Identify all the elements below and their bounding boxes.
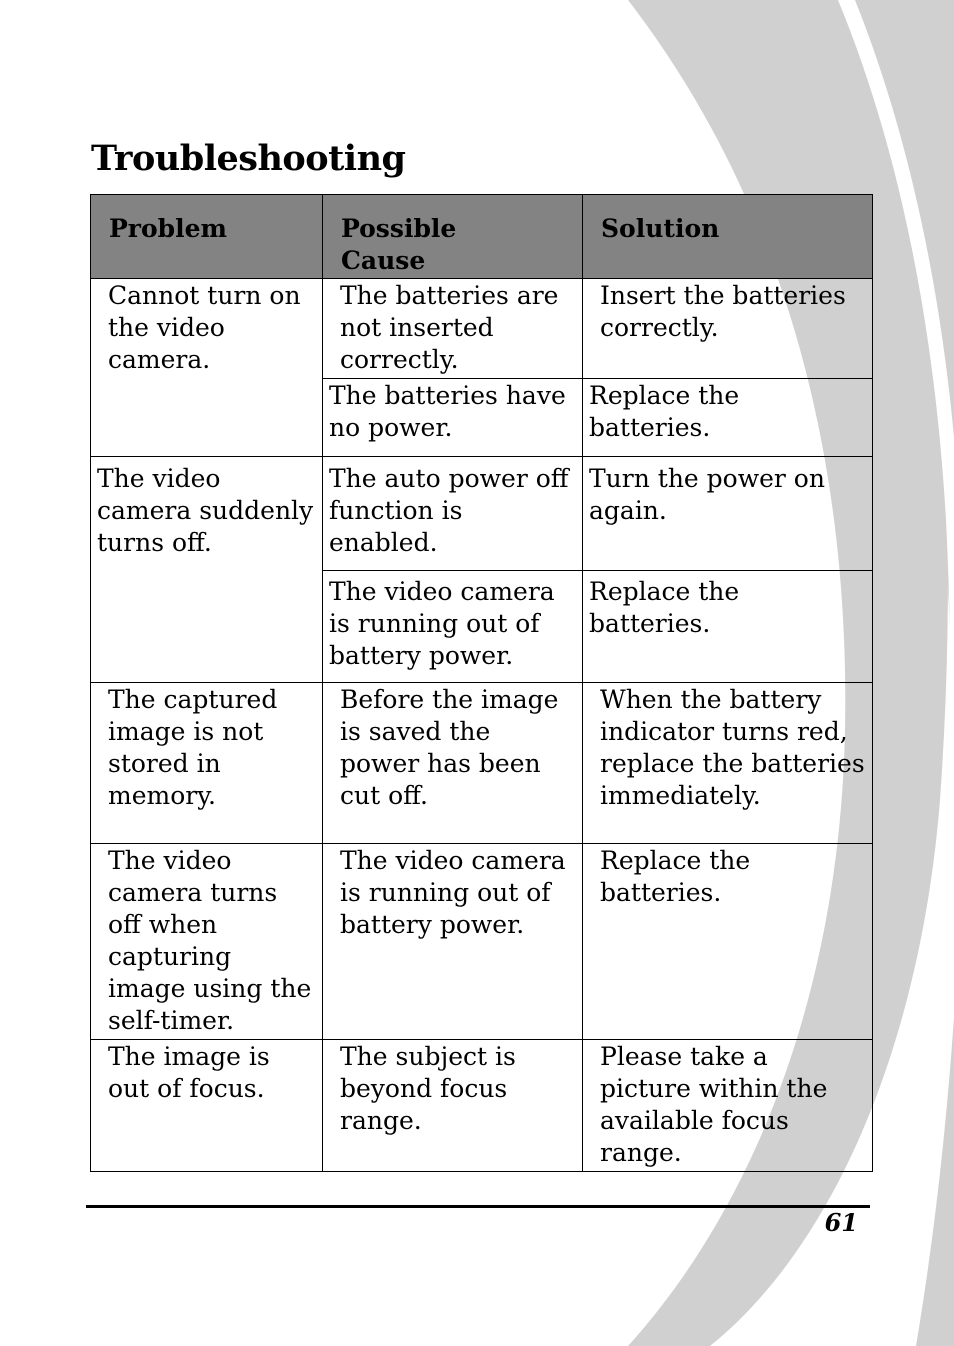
cause-cell: The video camera is running out of battery power. [323,844,583,1040]
problem-cell: The video camera suddenly turns off. [91,457,323,683]
header-solution: Solution [583,195,873,279]
problem-cell: The captured image is not stored in memory. [91,683,323,844]
header-possible-cause [323,195,583,279]
solution-cell: Replace the batteries. [583,844,873,1040]
solution-cell: When the battery indicator turns red, replace the batteries immediately. [583,683,873,844]
cause-cell: The batteries are not inserted correctly. [323,279,583,379]
solution-cell: Turn the power on again. [583,457,873,571]
table-row [91,1040,873,1172]
header-problem: Problem [91,195,323,279]
cause-cell: The auto power off function is enabled. [323,457,583,571]
page-number: 61 [824,1208,858,1237]
header-cause-line1: Possible [341,214,457,243]
cause-cell: The subject is beyond focus range. [323,1040,583,1172]
solution-cell: Replace the batteries. [583,379,873,457]
header-cause-line2: Cause [341,246,426,275]
cause-cell: Before the image is saved the power has been cut off. [323,683,583,844]
table-row [91,844,873,1040]
solution-cell: Replace the batteries. [583,571,873,683]
solution-cell: Insert the batteries correctly. [583,279,873,379]
cause-cell: The video camera is running out of battery power. [323,571,583,683]
table-header-row [91,195,873,279]
footer-rule [86,1205,870,1208]
troubleshooting-table [90,194,873,1172]
problem-cell: The image is out of focus. [91,1040,323,1172]
problem-cell: The video camera turns off when capturing image using the self-timer. [91,844,323,1040]
solution-cell: Please take a picture within the available focus range. [583,1040,873,1172]
table-row [91,457,873,571]
cause-cell: The batteries have no power. [323,379,583,457]
problem-cell: Cannot turn on the video camera. [91,279,323,457]
page-title: Troubleshooting [91,138,406,179]
table-row [91,279,873,379]
table-row [91,683,873,844]
